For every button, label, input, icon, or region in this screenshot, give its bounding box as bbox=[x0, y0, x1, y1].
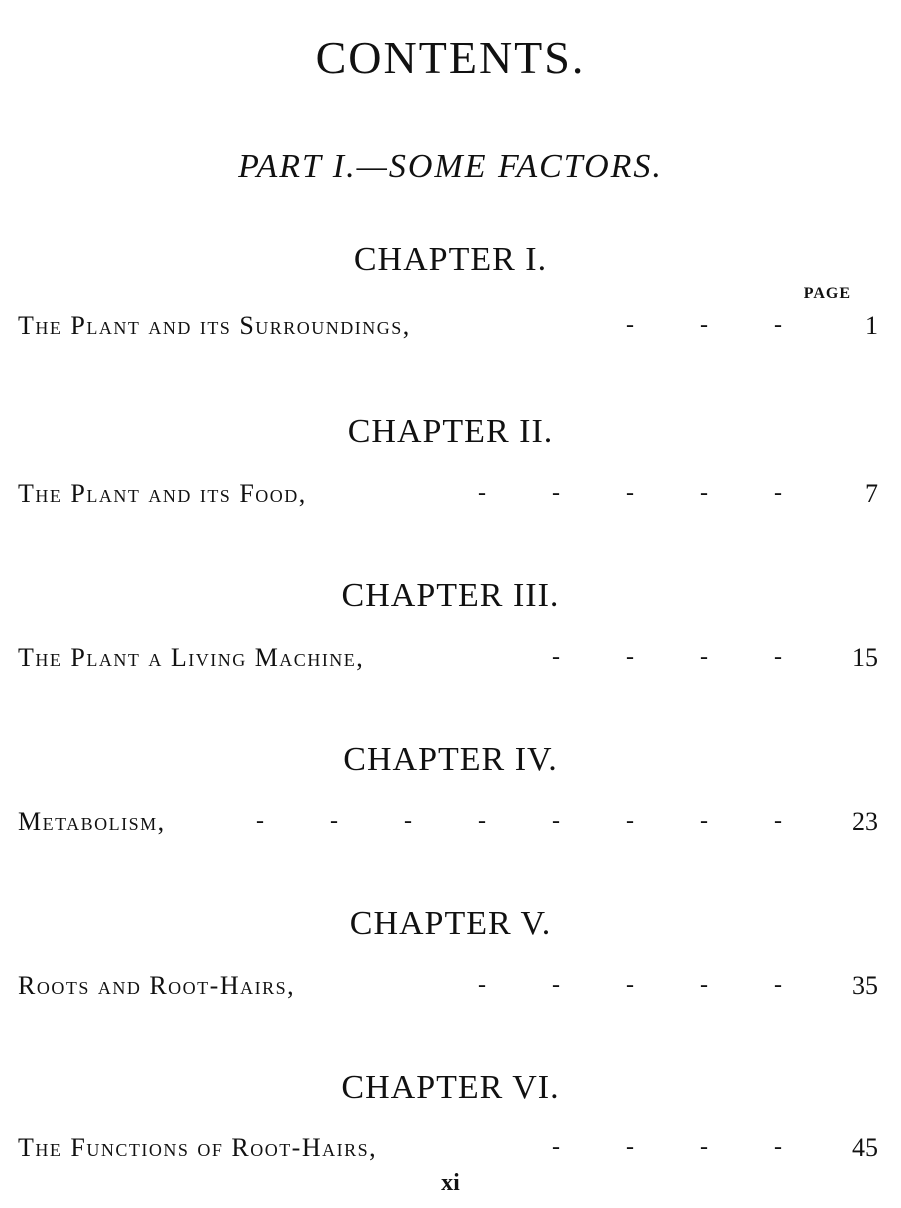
leader-dash: - bbox=[626, 480, 634, 506]
toc-entry bbox=[18, 306, 878, 346]
leader-dash: - bbox=[774, 808, 782, 834]
entry-page-number: 1 bbox=[865, 311, 878, 340]
toc-entry bbox=[18, 966, 878, 1006]
leader-dash: - bbox=[330, 808, 338, 834]
entry-page-number: 15 bbox=[852, 643, 878, 672]
page-folio: xi bbox=[441, 1170, 460, 1196]
leader-dash: - bbox=[700, 1134, 708, 1160]
leader-dash: - bbox=[478, 972, 486, 998]
entry-page-number: 35 bbox=[852, 971, 878, 1000]
entry-title: The Plant a Living Machine, bbox=[18, 643, 365, 672]
leader-dash: - bbox=[552, 644, 560, 670]
leader-dash: - bbox=[552, 972, 560, 998]
chapter-heading: CHAPTER IV. bbox=[343, 741, 558, 778]
leader-dash: - bbox=[478, 480, 486, 506]
leader-dash: - bbox=[774, 972, 782, 998]
leader-dash: - bbox=[552, 808, 560, 834]
entry-title: The Plant and its Surroundings, bbox=[18, 311, 411, 340]
leader-dash: - bbox=[700, 808, 708, 834]
leader-dash: - bbox=[700, 972, 708, 998]
leader-dash: - bbox=[552, 480, 560, 506]
toc-entry bbox=[18, 1128, 878, 1168]
chapter-heading: CHAPTER I. bbox=[353, 241, 548, 278]
toc-entry bbox=[18, 474, 878, 514]
leader-dash: - bbox=[626, 1134, 634, 1160]
leader-dash: - bbox=[478, 808, 486, 834]
leader-dash: - bbox=[626, 808, 634, 834]
part-heading: PART I.—SOME FACTORS. bbox=[238, 148, 663, 185]
entry-page-number: 23 bbox=[852, 807, 878, 836]
leader-dash: - bbox=[552, 1134, 560, 1160]
leader-dash: - bbox=[774, 312, 782, 338]
chapter-heading: CHAPTER V. bbox=[349, 905, 552, 942]
entry-title: The Functions of Root-Hairs, bbox=[18, 1133, 378, 1162]
entry-page-number: 7 bbox=[865, 479, 878, 508]
leader-dash: - bbox=[700, 480, 708, 506]
toc-entry bbox=[18, 802, 878, 842]
entry-title: Metabolism, bbox=[18, 807, 166, 836]
leader-dash: - bbox=[626, 312, 634, 338]
leader-dash: - bbox=[774, 1134, 782, 1160]
leader-dash: - bbox=[404, 808, 412, 834]
chapter-heading: CHAPTER II. bbox=[347, 413, 554, 450]
leader-dash: - bbox=[774, 480, 782, 506]
leader-dash: - bbox=[256, 808, 264, 834]
page-column-label: PAGE bbox=[803, 285, 851, 302]
page-title: CONTENTS. bbox=[315, 32, 586, 83]
leader-dash: - bbox=[774, 644, 782, 670]
toc-entry bbox=[18, 638, 878, 678]
chapter-heading: CHAPTER VI. bbox=[341, 1069, 560, 1106]
entry-title: Roots and Root-Hairs, bbox=[18, 971, 296, 1000]
chapter-heading: CHAPTER III. bbox=[341, 577, 560, 614]
leader-dash: - bbox=[700, 644, 708, 670]
entry-title: The Plant and its Food, bbox=[18, 479, 307, 508]
entry-page-number: 45 bbox=[852, 1133, 878, 1162]
leader-dash: - bbox=[700, 312, 708, 338]
leader-dash: - bbox=[626, 972, 634, 998]
leader-dash: - bbox=[626, 644, 634, 670]
